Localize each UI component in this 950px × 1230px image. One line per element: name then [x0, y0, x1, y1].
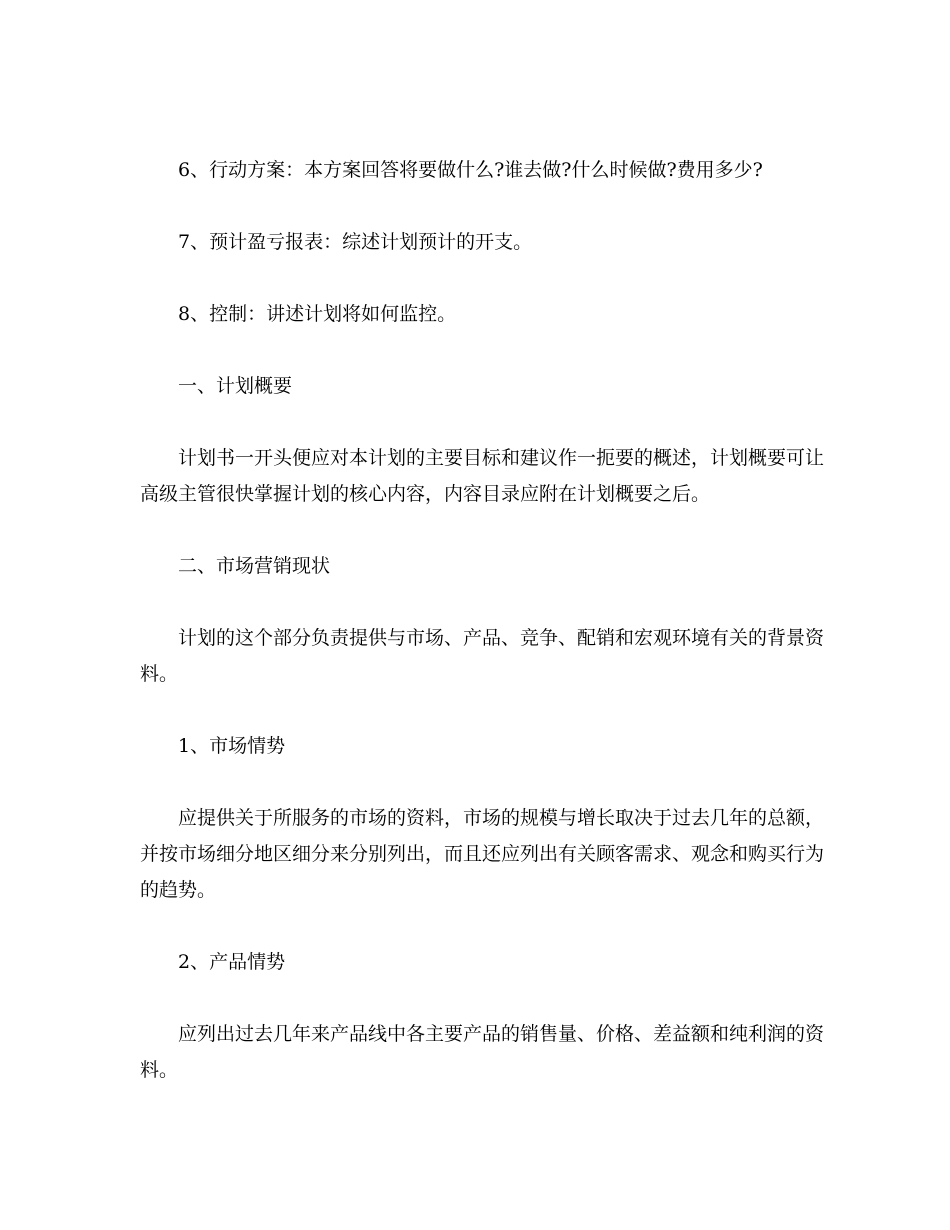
paragraph-plan-summary: 计划书一开头便应对本计划的主要目标和建议作一扼要的概述，计划概要可让高级主管很快掌握计划的核心内容，内容目录应附在计划概要之后。 — [140, 447, 825, 505]
paragraph-marketing-status: 计划的这个部分负责提供与市场、产品、竞争、配销和宏观环境有关的背景资料。 — [140, 627, 825, 685]
heading-marketing-status: 二、市场营销现状 — [178, 555, 331, 577]
paragraph-profit-loss: 7、预计盈亏报表：综述计划预计的开支。 — [178, 231, 533, 253]
paragraph-product-situation: 应列出过去几年来产品线中各主要产品的销售量、价格、差益额和纯利润的资料。 — [140, 1023, 825, 1081]
heading-plan-summary: 一、计划概要 — [178, 375, 293, 397]
paragraph-action-plan: 6、行动方案：本方案回答将要做什么?谁去做?什么时候做?费用多少? — [178, 159, 763, 181]
paragraph-control: 8、控制：讲述计划将如何监控。 — [178, 303, 457, 325]
heading-product-situation: 2、产品情势 — [178, 951, 286, 973]
paragraph-market-situation: 应提供关于所服务的市场的资料，市场的规模与增长取决于过去几年的总额，并按市场细分地区细分来分别列出，而且还应列出有关顾客需求、观念和购买行为的趋势。 — [140, 807, 825, 901]
heading-market-situation: 1、市场情势 — [178, 735, 286, 757]
